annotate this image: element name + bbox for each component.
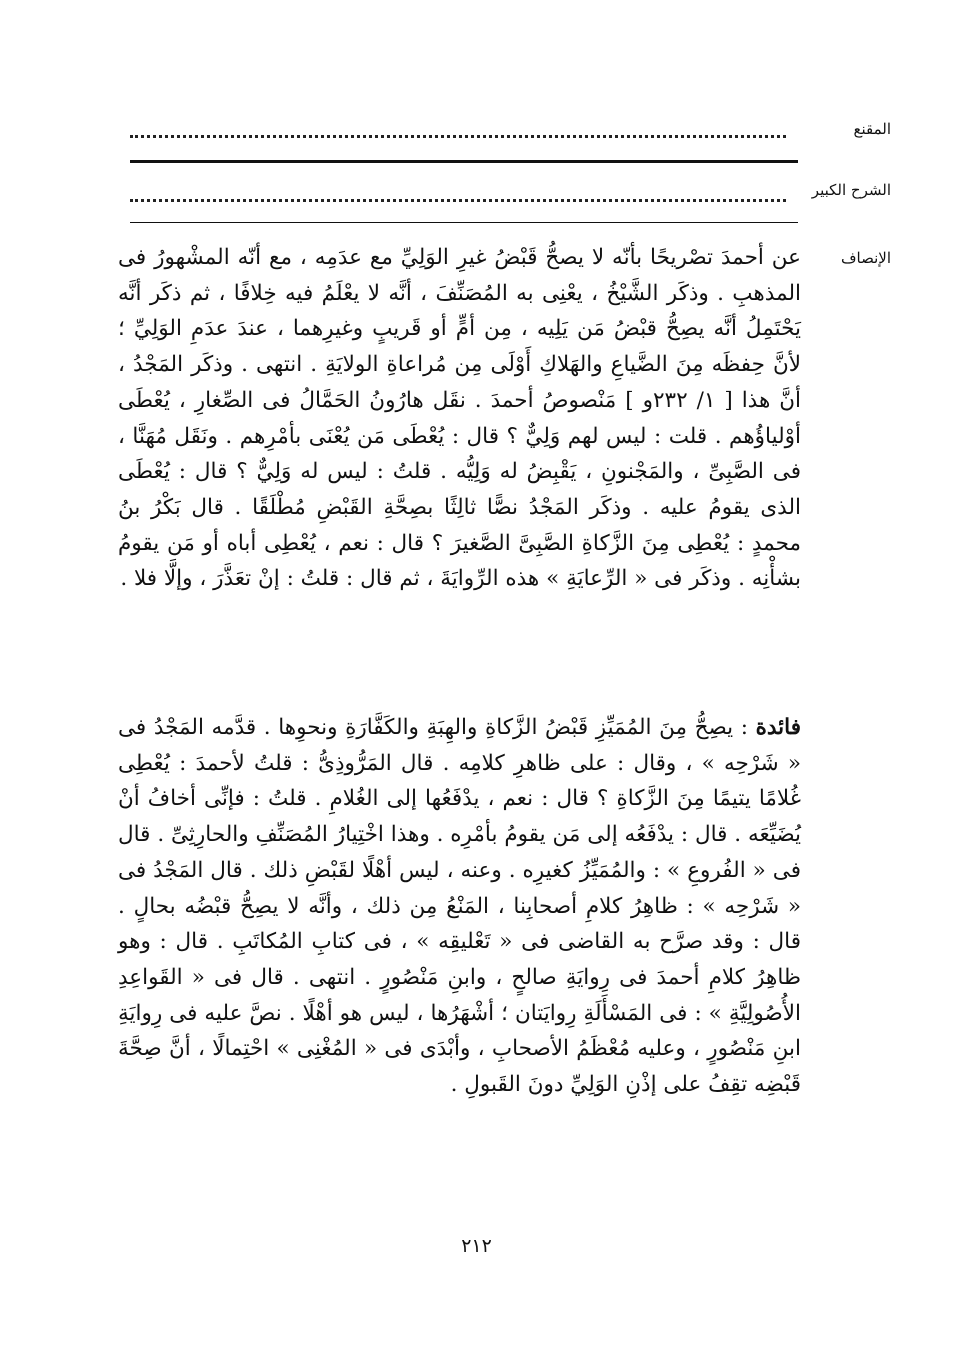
muqni-placeholder-dots [130,135,786,138]
sharh-placeholder-dots [130,199,786,202]
insaf-faida-text [118,710,801,1103]
paragraph-2 [118,710,801,1103]
faida-body: : يصِحُّ مِنَ المُمَيِّزِ قَبْضُ الزَّكاةِ والهِبَةِ والكَفَّارَةِ ونحوِها . قدَّمه المَجْدُ فى « شَرْحِه » ، وقال : على ظاهرِ كلامِه . قال المَرُّوذِىُّ : قلتُ لأحمدَ : يُعْطِى غُلامًا يتيمًا مِنَ الزَّكاةِ ؟ قال : نعم ، يدْفَعُها إلى الغُلامِ . قلتُ : فإنِّى أخافُ أنْ يُضَيِّعَه . قال : يدْفَعُه إلى مَن يقومُ بأمْرِه . وهذا اخْتِيارُ المُصَنِّفِ والحارِثِىِّ . قال فى « الفُروعِ » : والمُمَيِّزُ كغيرِه . وعنه ، ليس أهْلًا لقَبْضِ ذلك . قال المَجْدُ فى « شَرْحِه » : ظاهِرُ كلامِ أصحابِنا ، المَنْعُ مِن ذلك ، وأنَّه لا يصِحُّ قبْضُه بحالٍ . قال : وقد صرَّح به القاضى فى « تَعْليقِه » ، فى كتابِ المُكاتَبِ . قال : وهو ظاهِرُ كلامِ أحمدَ فى رِوايَةِ صالحٍ ، وابنِ مَنْصُورٍ . انتهى . قال فى « القَواعِدِ الأُصُولِيَّةِ » : فى المَسْأَلَةِ رِوايَتان ؛ أشْهَرُها ، ليس هو أهْلًا . نصَّ عليه فى رِوايَةِ ابنِ مَنْصُورٍ ، وعليه مُعْظَمُ الأصحابِ ، وأبْدَى فى « المُغْنِى » احْتِمالًا ، أنَّ صِحَّةَ قَبْضِه تقِفُ على إذْنِ الوَلِيِّ دونَ القَبولِ . [118,715,801,1098]
section-divider-thick [130,160,798,163]
page-number: ٢١٢ [461,1235,492,1257]
label-insaf: الإنصاف [840,249,891,267]
insaf-main-text [118,240,801,597]
paragraph-1: عن أحمدَ تصْريحًا بأنّه لا يصحُّ قَبْضُ غيرِ الوَلِيِّ مع عدَمِه ، مع أنّه المشْهورُ فى المذهبِ . وذكَر الشَّيْخُ ، يعْنِى به المُصَنِّفَ ، أنَّه لا يعْلَمُ فيه خِلافًا ، ثم ذكَر أنَّه يَحْتَمِلُ أنَّه يصِحُّ قبْضُ مَن يَلِيه ، مِن أمٍّ أو قَريبٍ وغيرِهما ، عندَ عدَمِ الوَلِيِّ ؛ لأنَّ حِفظَه مِنَ الضَّياعِ والهَلاكِ أَوْلَى مِن مُراعاةِ الولايَةِ . انتهى . وذكَر المَجْدُ ، أنَّ هذا [ ١/ ٢٣٢و ] مَنْصوصُ أحمدَ . نقَل هارُونُ الحَمَّالُ فى الصِّغارِ ، يُعْطَى أوْلياؤُهم . قلت : ليس لهم وَلِيٌّ ؟ قال : يُعْطَى مَن يُعْنَى بأمْرِهم . ونَقَل مُهَنَّا ، فى الصَّبِىِّ ، والمَجْنونِ ، يَقْبِضُ له وَلِيُّه . قلتُ : ليس له وَلِيٌّ ؟ قال : يُعْطَى الذى يقومُ عليه . وذكَر المَجْدُ نصًّا ثالِثًا بصِحَّةِ القَبْضِ مُطْلَقًا . قال بَكْرُ بنُ محمدٍ : يُعْطِى مِنَ الزَّكاةِ الصَّبِىَّ الصَّغيرَ ؟ قال : نعم ، يُعْطِى أباه أو مَن يقومُ بشأْنِه . وذكَر فى « الرِّعايَةِ » هذه الرِّوايَةَ ، ثم قال : قلتُ : إنْ تعَذَّرَ ، وإلَّا فلا . [118,245,802,592]
label-muqni: المقنع [853,120,891,138]
section-divider-thin [130,222,798,223]
faida-heading: فائدة [755,715,801,740]
label-sharh-kabir: الشرح الكبير [811,181,891,199]
